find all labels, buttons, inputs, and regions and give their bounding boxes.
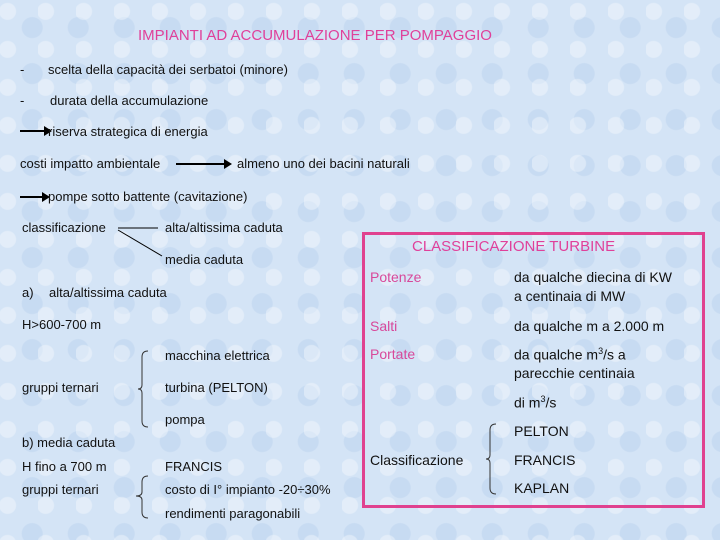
gruppi1-item: macchina elettrica [165, 348, 270, 363]
a-text: alta/altissima caduta [49, 285, 167, 300]
superscript: 3 [540, 394, 546, 404]
gruppi2-label: gruppi ternari [22, 482, 99, 497]
row-value: a centinaia di MW [514, 288, 626, 304]
value-text: /s a [603, 346, 626, 363]
value-text: di m [514, 394, 541, 411]
costi-text: costi impatto ambientale [20, 156, 161, 171]
value-text: /s [545, 394, 557, 411]
arrow-icon [20, 196, 48, 198]
b-text: b) media caduta [22, 435, 116, 450]
row-label-portate: Portate [370, 346, 416, 362]
gruppi2-item: costo di I° impianto -20÷30% [165, 482, 331, 497]
gruppi1-item: pompa [165, 412, 205, 427]
brace-icon [484, 422, 498, 496]
row-value [514, 346, 626, 363]
bullet-mark: - [20, 93, 25, 108]
row-value [514, 394, 556, 411]
turbine-type: PELTON [514, 423, 569, 439]
row-value: parecchie centinaia [514, 365, 635, 381]
turbine-type: FRANCIS [514, 452, 576, 468]
bullet-mark: - [20, 62, 25, 77]
arrow-icon [20, 130, 50, 132]
branch-lines-icon [116, 226, 166, 260]
media-text: media caduta [165, 252, 244, 267]
bullet-text: durata della accumulazione [50, 93, 209, 108]
page-title: IMPIANTI AD ACCUMULAZIONE PER POMPAGGIO [138, 27, 492, 44]
value-text: da qualche m [514, 346, 599, 363]
turbine-type: KAPLAN [514, 480, 570, 496]
brace-icon [136, 349, 150, 429]
classificazione-box-label: Classificazione [370, 452, 464, 468]
arrow-icon [176, 163, 230, 165]
row-label-potenze: Potenze [370, 269, 422, 285]
a-label: a) [22, 285, 34, 300]
superscript: 3 [598, 346, 604, 356]
brace-icon [134, 474, 150, 520]
h600-text: H>600-700 m [22, 317, 102, 332]
francis-text: FRANCIS [165, 459, 223, 474]
almeno-text: almeno uno dei bacini naturali [237, 156, 410, 171]
row-label-salti: Salti [370, 318, 398, 334]
pompe-text: pompe sotto battente (cavitazione) [48, 189, 248, 204]
classificazione-label: classificazione [22, 220, 106, 235]
gruppi2-item: rendimenti paragonabili [165, 506, 301, 521]
bullet-text: scelta della capacità dei serbatoi (minore) [48, 62, 288, 77]
riserva-text: riserva strategica di energia [48, 124, 208, 139]
gruppi1-label: gruppi ternari [22, 380, 99, 395]
row-value: da qualche m a 2.000 m [514, 318, 665, 334]
alta-text: alta/altissima caduta [165, 220, 283, 235]
row-value: da qualche diecina di KW [514, 269, 672, 285]
box-title: CLASSIFICAZIONE TURBINE [412, 238, 616, 255]
gruppi1-item: turbina (PELTON) [165, 380, 268, 395]
h700-text: H fino a 700 m [22, 459, 107, 474]
